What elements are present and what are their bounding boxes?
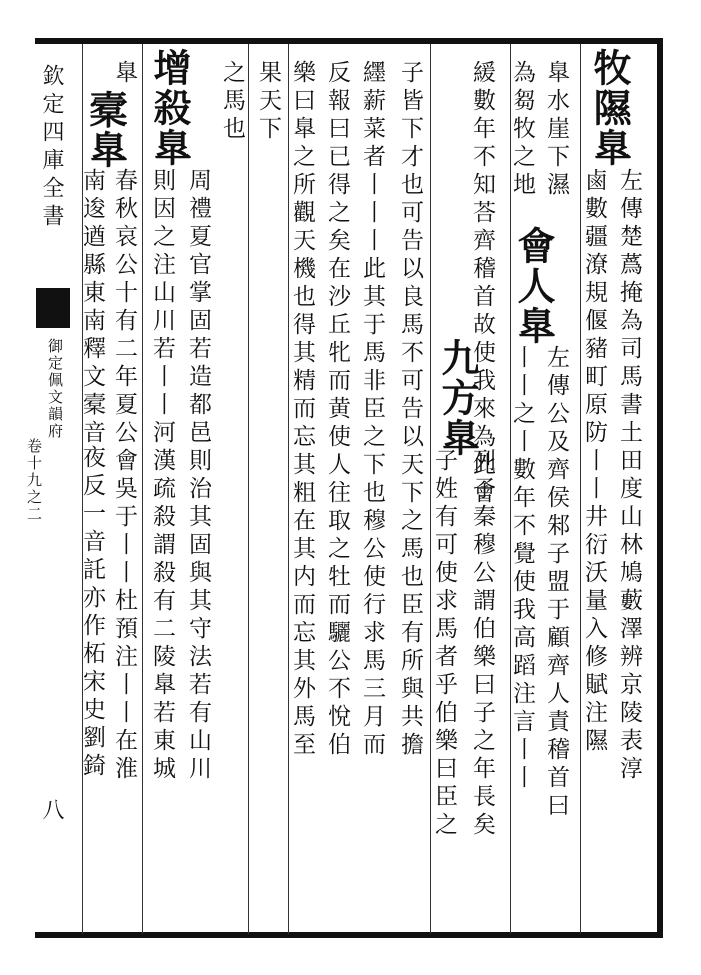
text-column: 子皆下才也可告以良馬不可告以天下之馬也臣有所與共擔 <box>397 60 423 760</box>
text-column: 春秋哀公十有二年夏公會吳于丨丨杜預注丨丨在淮 <box>111 168 137 784</box>
work-title: 御定佩文韻府 <box>46 338 64 440</box>
text-column: 左傳楚蔿掩為司馬書土田度山林鳩藪澤辨京陵表淳 <box>616 168 642 784</box>
page-margin <box>0 38 80 938</box>
headword: 槖臯 <box>83 90 128 170</box>
text-column: 果天下 <box>255 60 281 144</box>
text-column: 臯 <box>111 60 137 88</box>
text-column: 為芻牧之地 <box>509 60 535 200</box>
text-column: 臯水崖下濕 <box>543 60 569 200</box>
headword: 會人臯 <box>511 226 556 346</box>
text-column: 夜反一音託亦作柘宋史劉錡 <box>79 445 105 781</box>
fish-tail-mark <box>36 288 70 328</box>
column-rule <box>248 44 249 934</box>
headword: 增殺臯 <box>147 48 192 168</box>
headword: 牧隰臯 <box>587 48 632 168</box>
text-column: 子姓有可使求馬者乎伯樂曰臣之 <box>431 448 457 840</box>
text-column: 纆薪菜者丨丨丨此其于馬非臣之下也穆公使行求馬三月而 <box>359 60 385 760</box>
volume-label: 卷十九之二 <box>25 438 43 523</box>
text-column: 南逡遒縣東南釋文槖音 <box>79 168 105 448</box>
text-column: 反報曰已得之矣在沙丘牝而黄使人往取之牡而驪公不悅伯 <box>324 60 350 760</box>
text-column: 之馬也 <box>219 60 245 144</box>
text-column: 樂曰臯之所觀天機也得其精而忘其粗在其内而忘其外馬至 <box>289 60 315 760</box>
text-column: 左傳公及齊侯邾子盟于顧齊人責稽首曰 <box>543 345 569 821</box>
text-column: 則因之注山川若丨丨河漢疏殺謂殺有二陵臯若東城 <box>149 168 175 784</box>
text-column: 列子秦穆公謂伯樂曰子之年長矣 <box>469 448 495 840</box>
text-column: 鹵數疆潦規偃豬町原防丨丨井衍沃量入修賦注隰 <box>581 168 607 756</box>
column-rule <box>142 44 143 934</box>
text-column: 周禮夏官掌固若造都邑則治其固與其守法若有山川 <box>185 168 211 784</box>
book-title: 欽定四庫全書 <box>39 64 64 232</box>
page-number: 八 <box>39 798 64 820</box>
text-column: 緩數年不知荅齊稽首故使我來為此會 <box>469 60 495 508</box>
headword: 九方臯 <box>435 338 480 458</box>
text-column: 丨丨之丨數年不覺使我高蹈注言丨丨 <box>509 345 535 793</box>
